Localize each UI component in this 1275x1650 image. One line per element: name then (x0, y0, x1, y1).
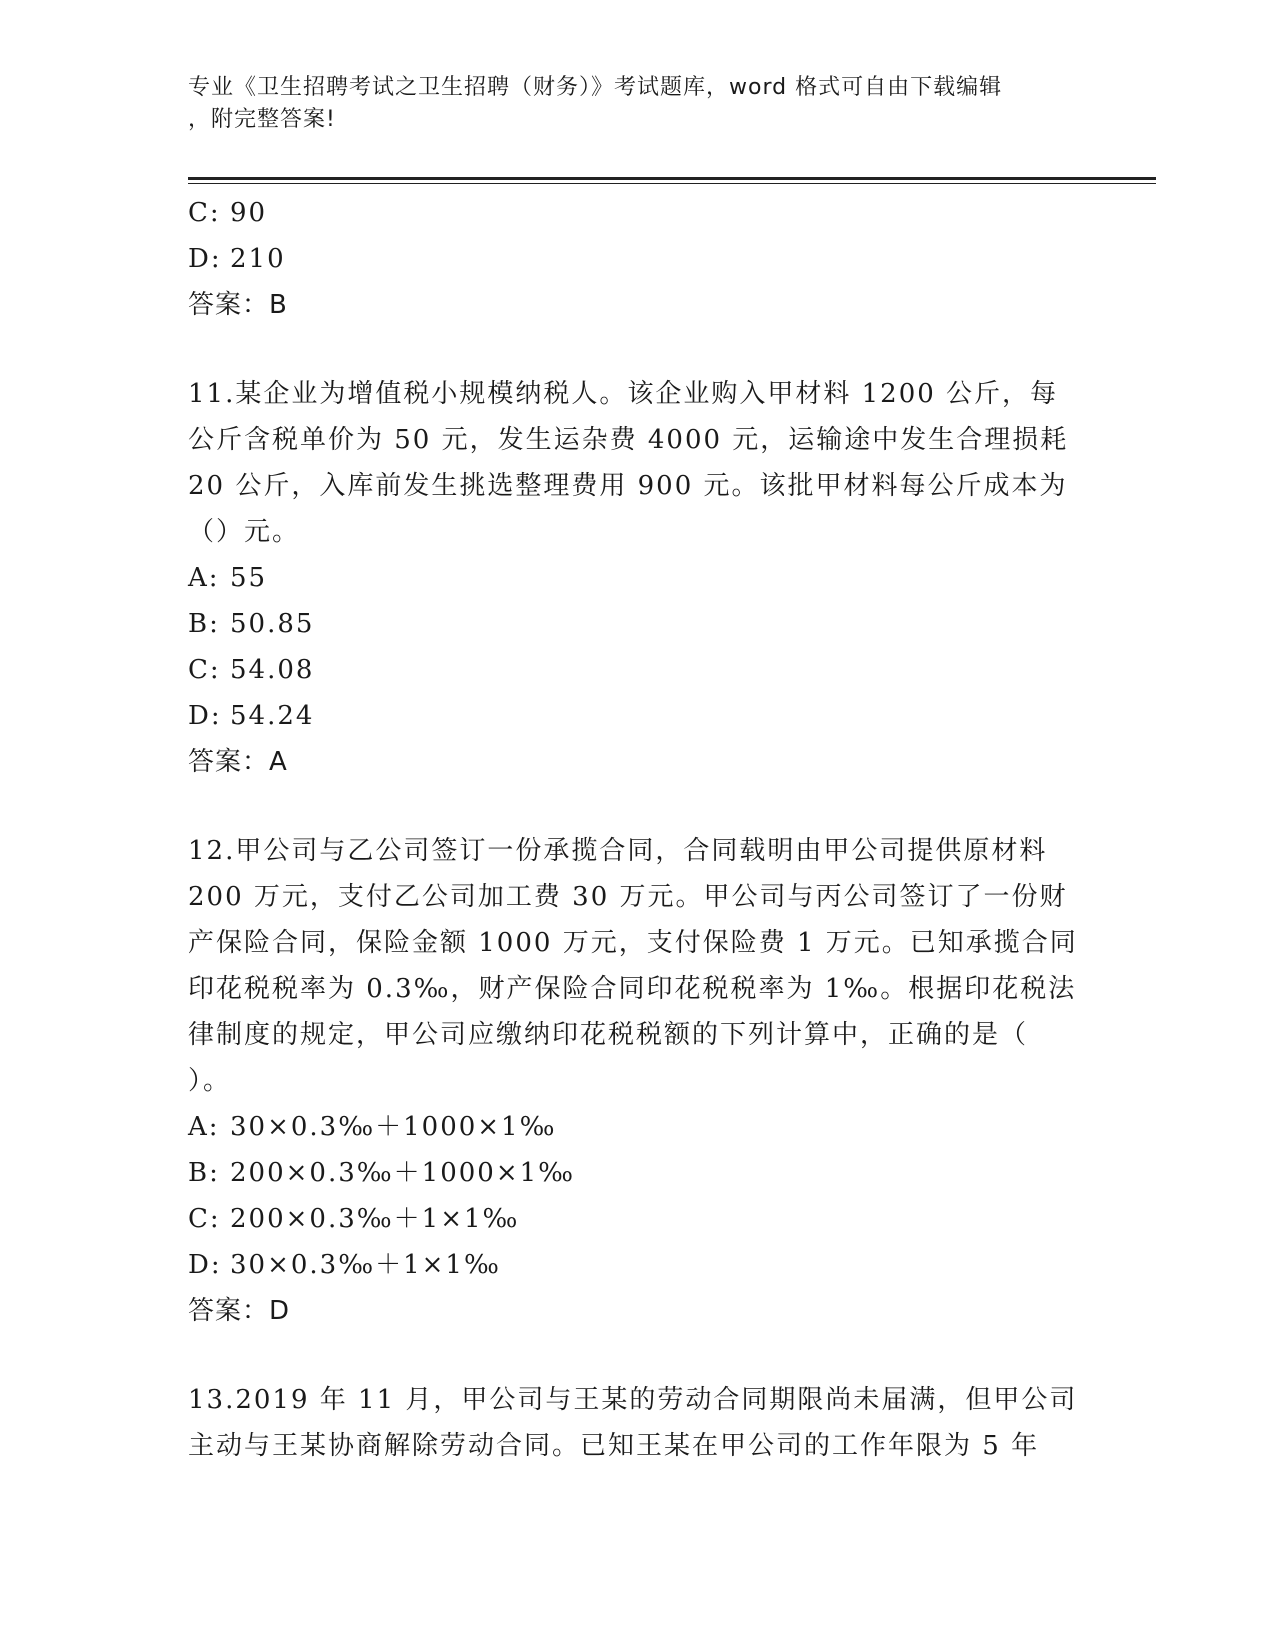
option-text: 54.24 (230, 701, 315, 731)
option-b (188, 601, 1078, 647)
answer-line: 答案：B (188, 290, 288, 320)
option-c (188, 1196, 1078, 1242)
option-label: C: (188, 655, 221, 685)
question-text-line: 200 万元，支付乙公司加工费 30 万元。甲公司与丙公司签订了一份财 (188, 882, 1068, 912)
prev-question (188, 190, 1078, 328)
question-text-line: （）元。 (188, 517, 301, 547)
option-label: D: (188, 701, 222, 731)
option-text: 54.08 (230, 655, 315, 685)
question-text-line: 律制度的规定，甲公司应缴纳印花税税额的下列计算中，正确的是（ (188, 1020, 1029, 1050)
option-d (188, 1242, 1078, 1288)
question-text-line: 公斤含税单价为 50 元，发生运杂费 4000 元，运输途中发生合理损耗 (188, 425, 1069, 455)
option-text: 210 (230, 244, 286, 274)
option-a (188, 1104, 1078, 1150)
answer-line: 答案：A (188, 747, 288, 777)
header-line-1: 专业《卫生招聘考试之卫生招聘（财务）》考试题库，word 格式可自由下载编辑 (188, 75, 1003, 100)
option-text: 200×0.3‰＋1×1‰ (230, 1204, 520, 1234)
option-a (188, 555, 1078, 601)
question-text-line: ）。 (188, 1066, 232, 1096)
question-text-line: 11.某企业为增值税小规模纳税人。该企业购入甲材料 1200 公斤，每 (188, 379, 1059, 409)
question-text-line: 产保险合同，保险金额 1000 万元，支付保险费 1 万元。已知承揽合同 (188, 928, 1078, 958)
option-label: C: (188, 198, 221, 228)
option-text: 90 (230, 198, 268, 228)
option-text: 200×0.3‰＋1000×1‰ (230, 1158, 576, 1188)
option-label: C: (188, 1204, 221, 1234)
option-label: A: (188, 563, 220, 593)
question-12 (188, 828, 1078, 1334)
header-divider-thin (188, 183, 1156, 184)
question-text-line: 印花税税率为 0.3‰，财产保险合同印花税税率为 1‰。根据印花税法 (188, 974, 1077, 1004)
option-text: 55 (230, 563, 268, 593)
option-d (188, 236, 1078, 282)
answer-line: 答案：D (188, 1296, 291, 1326)
option-c (188, 647, 1078, 693)
option-label: B: (188, 609, 220, 639)
header-divider-thick (188, 177, 1156, 180)
option-label: B: (188, 1158, 220, 1188)
header-line-2: ，附完整答案! (188, 107, 336, 132)
question-text-line: 主动与王某协商解除劳动合同。已知王某在甲公司的工作年限为 5 年 (188, 1431, 1040, 1461)
question-text-line: 12.甲公司与乙公司签订一份承揽合同，合同载明由甲公司提供原材料 (188, 836, 1048, 866)
page-header (188, 72, 1068, 136)
option-c (188, 190, 1078, 236)
option-label: A: (188, 1112, 220, 1142)
option-label: D: (188, 244, 222, 274)
option-d (188, 693, 1078, 739)
option-text: 30×0.3‰＋1000×1‰ (230, 1112, 557, 1142)
question-text-line: 20 公斤，入库前发生挑选整理费用 900 元。该批甲材料每公斤成本为 (188, 471, 1068, 501)
option-text: 50.85 (230, 609, 315, 639)
option-text: 30×0.3‰＋1×1‰ (230, 1250, 501, 1280)
question-11 (188, 371, 1078, 785)
option-label: D: (188, 1250, 222, 1280)
option-b (188, 1150, 1078, 1196)
question-content (188, 190, 1078, 1469)
question-13 (188, 1377, 1078, 1469)
question-text-line: 13.2019 年 11 月，甲公司与王某的劳动合同期限尚未届满，但甲公司 (188, 1385, 1078, 1415)
